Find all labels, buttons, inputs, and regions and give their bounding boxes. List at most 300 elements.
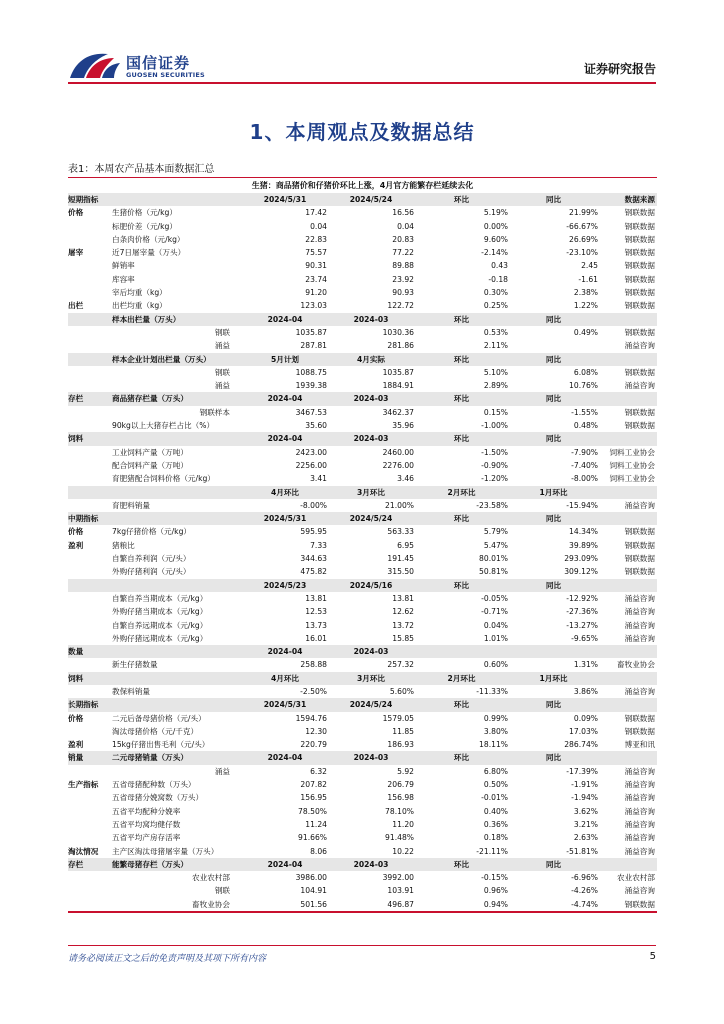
table-cell-c3: 23.74 xyxy=(305,274,327,284)
table-cell-c5 xyxy=(415,645,508,658)
table-cell-c6: 39.89% xyxy=(569,540,598,550)
table-row xyxy=(68,831,657,844)
table-cell-c3: 2024-04 xyxy=(267,753,303,763)
table-cell-c0 xyxy=(68,339,110,352)
table-cell-c4: 15.85 xyxy=(392,633,414,643)
table-header-row xyxy=(68,313,657,326)
table-cell-c5: 0.30% xyxy=(483,288,508,298)
table-cell-c4: 4月实际 xyxy=(356,354,386,364)
table-cell-c7: 钢联数据 xyxy=(624,713,655,723)
table-cell-c3: 104.91 xyxy=(300,886,327,896)
table-cell-c1: 自繁自养当期成本（元/kg） xyxy=(112,593,208,603)
table-cell-c4: 186.93 xyxy=(387,740,414,750)
table-cell-c1 xyxy=(112,645,240,658)
table-cell-c3: 13.73 xyxy=(305,620,327,630)
table-cell-c1: 15kg仔猪出售毛利（元/头） xyxy=(112,740,210,750)
table-cell-c0: 存栏 xyxy=(68,859,84,869)
table-cell-c5: 环比 xyxy=(453,859,470,869)
table-cell-c6: -15.94% xyxy=(566,500,598,510)
table-cell-c0: 盈利 xyxy=(68,740,84,750)
table-cell-c3: 2024-04 xyxy=(267,647,303,657)
table-cell-c1: 钢联 xyxy=(214,327,230,337)
table-cell-c7: 涌益咨询 xyxy=(624,620,655,630)
section-title: 1、本周观点及数据总结 xyxy=(249,120,475,144)
table-row xyxy=(68,379,657,392)
table-cell-c5: 6.80% xyxy=(483,766,508,776)
table-cell-c3: 0.04 xyxy=(310,221,327,231)
table-row xyxy=(68,552,657,565)
table-cell-c1: 二元母猪销量（万头） xyxy=(112,753,188,763)
table-cell-c4: 2024-03 xyxy=(353,647,389,657)
table-cell-c7 xyxy=(599,313,655,326)
table-cell-c0: 存栏 xyxy=(68,394,84,404)
table-cell-c5: 2.89% xyxy=(483,381,508,391)
table-cell-c0: 饲料 xyxy=(68,673,84,683)
table-cell-c4: 1035.87 xyxy=(382,367,414,377)
table-cell-c5: 0.18% xyxy=(483,833,508,843)
table-cell-c6: 14.34% xyxy=(569,527,598,537)
table-cell-c7 xyxy=(599,353,655,366)
table-cell-c4: 11.20 xyxy=(392,819,414,829)
table-cell-c5: 5.10% xyxy=(483,367,508,377)
table-cell-c7: 钢联数据 xyxy=(624,301,655,311)
report-type-label: 证券研究报告 xyxy=(583,62,656,76)
table-cell-c1: 外购仔猪利润（元/头） xyxy=(112,567,191,577)
table-cell-c7: 钢联数据 xyxy=(624,421,655,431)
table-cell-c7 xyxy=(599,672,655,685)
table-cell-c3: 91.66% xyxy=(298,833,327,843)
table-cell-c1: 钢联 xyxy=(214,886,230,896)
table-cell-c3: 207.82 xyxy=(300,780,327,790)
table-cell-c1: 鲜销率 xyxy=(112,261,135,271)
table-cell-c6: 同比 xyxy=(545,394,562,404)
table-cell-c3: 2024-04 xyxy=(267,394,303,404)
table-cell-c6: 0.09% xyxy=(573,713,598,723)
table-cell-c0 xyxy=(68,619,110,632)
table-cell-c3: 475.82 xyxy=(300,567,327,577)
table-cell-c6: -13.27% xyxy=(566,620,598,630)
table-cell-c6: 2.38% xyxy=(573,288,598,298)
table-cell-c0 xyxy=(68,259,110,272)
table-cell-c5: 50.81% xyxy=(479,567,508,577)
table-cell-c5: -0.01% xyxy=(481,793,508,803)
table-cell-c5: -0.05% xyxy=(481,593,508,603)
table-cell-c1 xyxy=(112,698,240,711)
table-cell-c5: -0.90% xyxy=(481,460,508,470)
table-cell-c7: 涌益咨询 xyxy=(624,886,655,896)
table-cell-c0: 生产指标 xyxy=(68,780,99,790)
table-header-row xyxy=(68,672,657,685)
table-cell-c3: 501.56 xyxy=(300,899,327,909)
table-row xyxy=(68,246,657,259)
table-cell-c1: 五省平均配种分娩率 xyxy=(112,806,181,816)
table-row xyxy=(68,685,657,698)
table-cell-c3: -2.50% xyxy=(300,686,327,696)
table-cell-c4: 3.46 xyxy=(397,474,414,484)
table-cell-c4: 2024-03 xyxy=(353,859,389,869)
table-cell-c6 xyxy=(509,339,598,352)
table-row xyxy=(68,605,657,618)
table-cell-c0 xyxy=(68,871,110,884)
table-cell-c4: 1030.36 xyxy=(382,327,414,337)
table-title: 生猪：商品猪价和仔猪价环比上涨，4月官方能繁存栏延续去化 xyxy=(68,177,657,193)
table-body xyxy=(68,193,657,911)
table-cell-c7: 涌益咨询 xyxy=(624,833,655,843)
table-row xyxy=(68,339,657,352)
table-cell-c6: 同比 xyxy=(545,314,562,324)
table-cell-c7 xyxy=(599,579,655,592)
table-cell-c4: 1579.05 xyxy=(382,713,414,723)
table-row xyxy=(68,286,657,299)
table-cell-c0 xyxy=(68,818,110,831)
table-cell-c5: 0.94% xyxy=(483,899,508,909)
table-cell-c3: 2024/5/31 xyxy=(263,195,307,204)
table-cell-c6: -8.00% xyxy=(571,474,598,484)
table-header-row xyxy=(68,353,657,366)
table-cell-c6: -4.26% xyxy=(571,886,598,896)
table-cell-c4: 315.50 xyxy=(387,567,414,577)
table-cell-c6: 同比 xyxy=(545,514,562,524)
table-row xyxy=(68,366,657,379)
table-cell-c6: 17.03% xyxy=(569,726,598,736)
table-cell-c6: 2.63% xyxy=(573,833,598,843)
table-row xyxy=(68,259,657,272)
table-cell-c5: 环比 xyxy=(453,580,470,590)
table-cell-c6: 同比 xyxy=(545,859,562,869)
table-cell-c7: 涌益咨询 xyxy=(624,633,655,643)
table-cell-c5: 9.60% xyxy=(483,234,508,244)
table-cell-c3: 1035.87 xyxy=(295,327,327,337)
table-cell-c1: 涌益 xyxy=(214,766,230,776)
page-header xyxy=(0,0,724,86)
table-cell-c7: 涌益咨询 xyxy=(624,806,655,816)
table-cell-c1: 五省平均窝均健仔数 xyxy=(112,819,181,829)
table-cell-c1: 淘汰母猪价格（元/千克） xyxy=(112,726,199,736)
table-row xyxy=(68,459,657,472)
table-row xyxy=(68,233,657,246)
table-cell-c4: 2024/5/16 xyxy=(349,580,393,590)
table-cell-c6: 同比 xyxy=(545,354,562,364)
table-row xyxy=(68,778,657,791)
table-cell-c1: 二元后备母猪价格（元/头） xyxy=(112,713,206,723)
table-cell-c0: 中期指标 xyxy=(68,514,99,524)
table-header-row xyxy=(68,392,657,405)
table-cell-c3: 156.95 xyxy=(300,793,327,803)
table-cell-c0 xyxy=(68,459,110,472)
table-row xyxy=(68,539,657,552)
table-cell-c6: -4.74% xyxy=(571,899,598,909)
table-cell-c6: -66.67% xyxy=(566,221,598,231)
table-cell-c3: 1939.38 xyxy=(295,381,327,391)
table-cell-c7: 涌益咨询 xyxy=(624,686,655,696)
table-cell-c7 xyxy=(599,751,655,764)
table-cell-c6: 3.62% xyxy=(573,806,598,816)
table-cell-c7: 钢联数据 xyxy=(624,540,655,550)
table-cell-c3: 16.01 xyxy=(305,633,327,643)
table-cell-c5: 0.15% xyxy=(483,407,508,417)
table-cell-c4: 2460.00 xyxy=(382,447,414,457)
table-cell-c3: 12.53 xyxy=(305,607,327,617)
table-cell-c5: 0.04% xyxy=(483,620,508,630)
table-cell-c5: 5.47% xyxy=(483,540,508,550)
table-cell-c6: 293.09% xyxy=(564,554,598,564)
table-cell-c3: 220.79 xyxy=(300,740,327,750)
table-cell-c1: 自繁自养利润（元/头） xyxy=(112,554,191,564)
table-cell-c5: -11.33% xyxy=(476,686,508,696)
table-cell-c3: 287.81 xyxy=(300,341,327,351)
table-cell-c3: 75.57 xyxy=(305,248,327,258)
logo-chinese-name: 国信证券 xyxy=(126,54,191,72)
table-cell-c5: 0.99% xyxy=(483,713,508,723)
table-cell-c5: 0.96% xyxy=(483,886,508,896)
table-cell-c6: 3.86% xyxy=(573,686,598,696)
table-cell-c6: 同比 xyxy=(545,753,562,763)
table-cell-c5: -23.58% xyxy=(476,500,508,510)
table-cell-c3: 344.63 xyxy=(300,554,327,564)
table-cell-c5: 环比 xyxy=(453,753,470,763)
table-cell-c7: 钢联数据 xyxy=(624,327,655,337)
table-cell-c5: 环比 xyxy=(453,195,470,204)
table-cell-c0 xyxy=(68,765,110,778)
table-cell-c6: 1月环比 xyxy=(539,673,568,683)
table-cell-c1: 主产区淘汰母猪屠宰量（万头） xyxy=(112,846,219,856)
table-cell-c4: 13.72 xyxy=(392,620,414,630)
table-cell-c3: 6.32 xyxy=(310,766,327,776)
table-cell-c3: 3467.53 xyxy=(295,407,327,417)
table-cell-c5: 环比 xyxy=(453,514,470,524)
table-cell-c6: 1月环比 xyxy=(539,487,568,497)
table-cell-c6: -1.61 xyxy=(578,274,598,284)
table-row xyxy=(68,845,657,858)
table-cell-c5: 环比 xyxy=(453,700,470,710)
table-row xyxy=(68,632,657,645)
table-cell-c7: 涌益咨询 xyxy=(624,500,655,510)
table-cell-c6: -1.94% xyxy=(571,793,598,803)
table-cell-c0 xyxy=(68,552,110,565)
table-cell-c7: 钢联数据 xyxy=(624,221,655,231)
table-cell-c7: 钢联数据 xyxy=(624,234,655,244)
table-cell-c1: 7kg仔猪价格（元/kg） xyxy=(112,527,191,537)
table-cell-c1: 出栏均重（kg） xyxy=(112,301,167,311)
table-cell-c5: 5.19% xyxy=(483,208,508,218)
table-cell-c5: 1.01% xyxy=(483,633,508,643)
table-cell-c0: 数量 xyxy=(68,647,84,657)
table-cell-c7: 钢联数据 xyxy=(624,726,655,736)
table-cell-c6: 2.45 xyxy=(581,261,598,271)
table-row xyxy=(68,619,657,632)
table-cell-c6: 26.69% xyxy=(569,234,598,244)
table-header-row xyxy=(68,645,657,658)
table-cell-c6: 1.31% xyxy=(573,660,598,670)
table-row xyxy=(68,565,657,578)
table-cell-c7: 钢联数据 xyxy=(624,899,655,909)
table-cell-c0 xyxy=(68,831,110,844)
table-cell-c3: 123.03 xyxy=(300,301,327,311)
table-cell-c6: 3.21% xyxy=(573,819,598,829)
guosen-logo xyxy=(68,48,228,84)
table-cell-c6: -17.39% xyxy=(566,766,598,776)
table-cell-c1: 五省母猪分娩窝数（万头） xyxy=(112,793,204,803)
table-cell-c5: -0.71% xyxy=(481,607,508,617)
table-cell-c0 xyxy=(68,446,110,459)
table-cell-c5: 5.79% xyxy=(483,527,508,537)
table-cell-c1 xyxy=(112,672,240,685)
table-cell-c1: 畜牧业协会 xyxy=(192,899,230,909)
table-cell-c1: 钢联样本 xyxy=(199,407,230,417)
table-cell-c4: 563.33 xyxy=(387,527,414,537)
table-cell-c6: 21.99% xyxy=(569,208,598,218)
table-cell-c4: 191.45 xyxy=(387,554,414,564)
table-cell-c6: -7.90% xyxy=(571,447,598,457)
table-cell-c7: 饲料工业协会 xyxy=(609,474,655,484)
table-cell-c7 xyxy=(599,486,655,499)
table-header-row xyxy=(68,486,657,499)
table-cell-c0 xyxy=(68,658,110,671)
table-cell-c5: 0.50% xyxy=(483,780,508,790)
table-cell-c0 xyxy=(68,499,110,512)
table-cell-c4: 3992.00 xyxy=(382,873,414,883)
table-cell-c6: -51.81% xyxy=(566,846,598,856)
table-row xyxy=(68,898,657,911)
table-cell-c3: 2423.00 xyxy=(295,447,327,457)
table-cell-c3: 3.41 xyxy=(310,474,327,484)
table-cell-c4: 77.22 xyxy=(392,248,414,258)
table-cell-c0 xyxy=(68,379,110,392)
table-cell-c6: -9.65% xyxy=(571,633,598,643)
table-cell-c3: 22.83 xyxy=(305,234,327,244)
table-cell-c5: -1.50% xyxy=(481,447,508,457)
table-row xyxy=(68,725,657,738)
table-cell-c3: 2024-04 xyxy=(267,434,303,444)
table-cell-c4: 2024/5/24 xyxy=(349,514,393,524)
table-cell-c0: 销量 xyxy=(68,753,84,763)
table-cell-c1 xyxy=(112,512,240,525)
table-cell-c1: 猪粮比 xyxy=(112,540,135,550)
table-cell-c3: 2024/5/31 xyxy=(263,700,307,710)
table-cell-c1: 自繁自养远期成本（元/kg） xyxy=(112,620,208,630)
table-cell-c4: 16.56 xyxy=(392,208,414,218)
table-row xyxy=(68,658,657,671)
table-cell-c4: 23.92 xyxy=(392,274,414,284)
table-cell-c0 xyxy=(68,791,110,804)
table-cell-c1 xyxy=(112,579,240,592)
table-cell-c4: 2024/5/24 xyxy=(349,700,393,710)
table-cell-c5: 80.01% xyxy=(479,554,508,564)
table-cell-c6: 10.76% xyxy=(569,381,598,391)
table-cell-c4: 257.32 xyxy=(387,660,414,670)
table-row xyxy=(68,525,657,538)
table-cell-c0 xyxy=(68,884,110,897)
table-cell-c3: 2024-04 xyxy=(267,859,303,869)
table-cell-c3: 13.81 xyxy=(305,593,327,603)
table-cell-c5: 0.36% xyxy=(483,819,508,829)
table-cell-c7: 涌益咨询 xyxy=(624,846,655,856)
table-cell-c6: -12.92% xyxy=(566,593,598,603)
table-row xyxy=(68,712,657,725)
table-row xyxy=(68,326,657,339)
table-cell-c3: 2024/5/31 xyxy=(263,514,307,524)
table-cell-c7 xyxy=(599,392,655,405)
table-cell-c1: 教保料销量 xyxy=(112,686,150,696)
table-cell-c7: 涌益咨询 xyxy=(624,793,655,803)
table-cell-c7: 钢联数据 xyxy=(624,527,655,537)
table-cell-c7: 钢联数据 xyxy=(624,261,655,271)
table-cell-c0 xyxy=(68,406,110,419)
table-cell-c6: 286.74% xyxy=(564,740,598,750)
table-cell-c1: 白条肉价格（元/kg） xyxy=(112,234,185,244)
table-cell-c7: 饲料工业协会 xyxy=(609,447,655,457)
guosen-logo-mark-icon xyxy=(68,48,122,82)
table-cell-c1: 商品猪存栏量（万头） xyxy=(112,394,188,404)
table-cell-c3: 35.60 xyxy=(305,421,327,431)
table-row xyxy=(68,499,657,512)
table-row xyxy=(68,871,657,884)
table-cell-c5: -0.15% xyxy=(481,873,508,883)
table-cell-c7: 钢联数据 xyxy=(624,248,655,258)
table-cell-c5: 0.25% xyxy=(483,301,508,311)
table-cell-c4: 20.83 xyxy=(392,234,414,244)
table-row xyxy=(68,818,657,831)
footer-divider xyxy=(68,945,656,946)
table-cell-c6: -27.36% xyxy=(566,607,598,617)
table-cell-c7: 钢联数据 xyxy=(624,288,655,298)
table-cell-c0 xyxy=(68,273,110,286)
table-cell-c5: 2.11% xyxy=(483,341,508,351)
table-bottom-border xyxy=(68,911,657,913)
table-row xyxy=(68,738,657,751)
data-summary-table xyxy=(68,177,657,913)
table-cell-c4: 156.98 xyxy=(387,793,414,803)
table-cell-c5: 2月环比 xyxy=(447,487,476,497)
table-cell-c7: 畜牧业协会 xyxy=(617,660,655,670)
table-cell-c0 xyxy=(68,898,110,911)
table-cell-c6: -1.91% xyxy=(571,780,598,790)
table-cell-c7: 涌益咨询 xyxy=(624,780,655,790)
table-cell-c6: -23.10% xyxy=(566,248,598,258)
table-cell-c1: 样本出栏量（万头） xyxy=(112,314,181,324)
table-cell-c0 xyxy=(68,486,110,499)
table-cell-c5: 环比 xyxy=(453,394,470,404)
table-cell-c5: -2.14% xyxy=(481,248,508,258)
table-cell-c1 xyxy=(112,193,240,206)
table-header-row xyxy=(68,751,657,764)
table-row xyxy=(68,791,657,804)
table-cell-c6: 同比 xyxy=(545,195,562,204)
table-cell-c7: 涌益咨询 xyxy=(624,607,655,617)
table-cell-c0 xyxy=(68,366,110,379)
table-cell-c3: 12.30 xyxy=(305,726,327,736)
table-cell-c3: 78.50% xyxy=(298,806,327,816)
table-cell-c6: 同比 xyxy=(545,434,562,444)
table-cell-c0 xyxy=(68,579,110,592)
table-cell-c1: 标肥价差（元/kg） xyxy=(112,221,177,231)
table-cell-c6 xyxy=(509,645,598,658)
table-cell-c3: 3986.00 xyxy=(295,873,327,883)
table-cell-c4: 3月环比 xyxy=(356,673,386,683)
table-cell-c1: 库容率 xyxy=(112,274,135,284)
table-cell-c0 xyxy=(68,326,110,339)
table-cell-c1: 育肥料销量 xyxy=(112,500,150,510)
table-cell-c1: 涌益 xyxy=(214,381,230,391)
table-row xyxy=(68,273,657,286)
table-caption: 表1：本周农产品基本面数据汇总 xyxy=(68,164,215,175)
table-header-row xyxy=(68,858,657,871)
table-row xyxy=(68,472,657,485)
table-row xyxy=(68,220,657,233)
table-row xyxy=(68,884,657,897)
table-cell-c6: 309.12% xyxy=(564,567,598,577)
table-cell-c1: 五省平均产房存活率 xyxy=(112,833,181,843)
